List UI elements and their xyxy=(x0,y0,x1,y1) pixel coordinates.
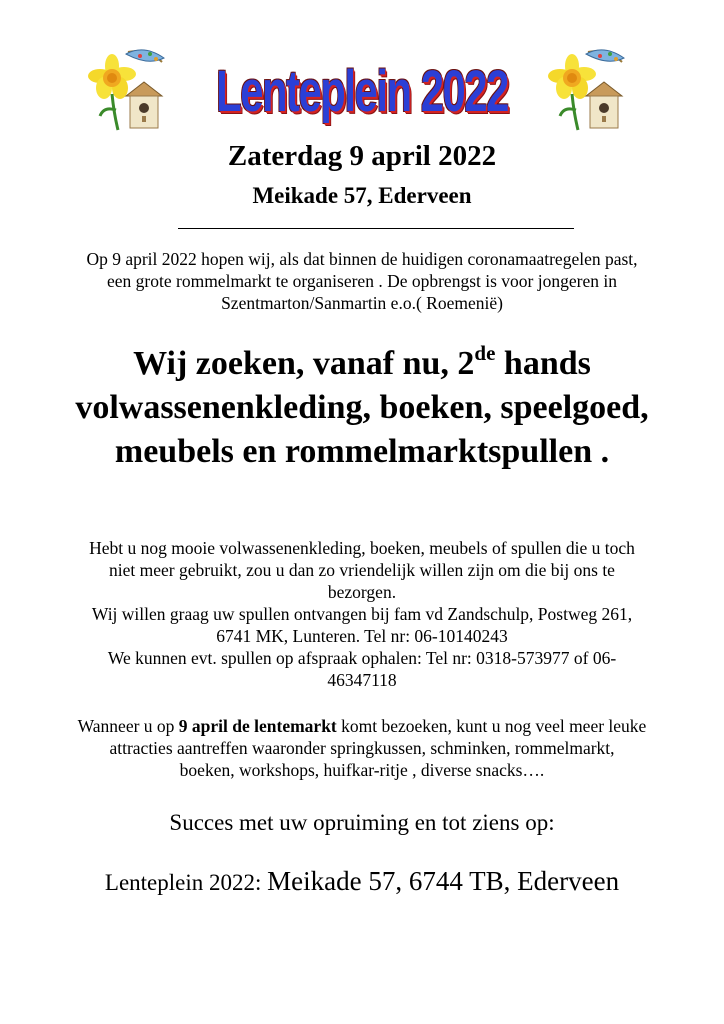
final-address: Lenteplein 2022: Meikade 57, 6744 TB, Ederveen xyxy=(104,866,620,896)
banner-title: Lenteplein 2022 xyxy=(216,59,508,124)
event-address: Meikade 57, Ederveen xyxy=(252,183,472,208)
body-line: Wanneer u op 9 april de lentemarkt komt bezoeken, kunt u nog veel meer leuke xyxy=(77,716,647,736)
intro-paragraph xyxy=(30,248,694,314)
body-line: 6741 MK, Lunteren. Tel nr: 06-10140243 xyxy=(216,626,508,646)
headline-line: volwassenenkleding, boeken, speelgoed, xyxy=(75,389,649,426)
body-line: attracties aantreffen waaronder springkussen, schminken, rommelmarkt, xyxy=(109,738,615,758)
body-line: 46347118 xyxy=(327,670,397,690)
wanted-headline xyxy=(20,342,704,474)
donation-paragraph xyxy=(30,537,694,691)
body-line: bezorgen. xyxy=(327,582,397,602)
body-line: Wij willen graag uw spullen ontvangen bij fam vd Zandschulp, Postweg 261, xyxy=(91,604,633,624)
intro-line: Szentmarton/Sanmartin e.o.( Roemenië) xyxy=(221,293,503,313)
body-line: niet meer gebruikt, zou u dan zo vriendelijk willen zijn om die bij ons te xyxy=(109,560,615,580)
closing-line: Succes met uw opruiming en tot ziens op: xyxy=(169,810,555,835)
body-line: We kunnen evt. spullen op afspraak ophalen: Tel nr: 0318-573977 of 06- xyxy=(107,648,617,668)
headline-line: Wij zoeken, vanaf nu, 2de hands xyxy=(133,341,591,382)
intro-line: een grote rommelmarkt te organiseren . De opbrengst is voor jongeren in xyxy=(107,271,617,291)
event-date: Zaterdag 9 april 2022 xyxy=(227,140,497,172)
body-line: Hebt u nog mooie volwassenenkleding, boeken, meubels of spullen die u toch xyxy=(89,538,635,558)
body-line: boeken, workshops, huifkar-ritje , diverse snacks…. xyxy=(179,760,545,780)
attractions-paragraph xyxy=(30,715,694,781)
intro-line: Op 9 april 2022 hopen wij, als dat binnen de huidigen coronamaatregelen past, xyxy=(86,249,638,269)
divider xyxy=(178,228,574,229)
headline-line: meubels en rommelmarktspullen . xyxy=(114,433,610,470)
